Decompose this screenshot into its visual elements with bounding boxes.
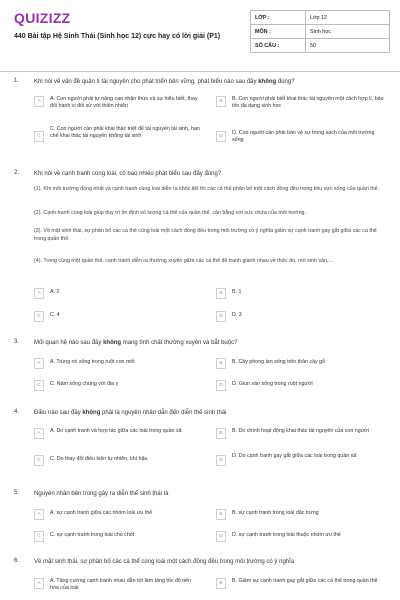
option-b[interactable] (216, 358, 386, 378)
option-letter-box: C (34, 311, 44, 322)
option-a[interactable] (34, 428, 204, 448)
statement-paragraph: (4). Trong cùng một quần thể, cạnh tranh diễn ra thường xuyên giữa các cá thể để tranh giành nhau về thức ăn, nơi sinh sản,... (34, 258, 333, 264)
question-number: 2. (14, 170, 20, 176)
option-letter-box: D (216, 380, 226, 391)
option-b[interactable] (216, 509, 386, 529)
option-text: B. Do chính hoạt động khai thác tài nguyên của con người (232, 428, 369, 434)
option-letter-box: C (34, 380, 44, 391)
option-letter-box: A (34, 358, 44, 369)
option-b[interactable] (216, 288, 381, 308)
option-a[interactable] (34, 288, 199, 308)
option-letter-box: D (216, 455, 226, 466)
option-b[interactable] (216, 428, 386, 448)
option-letter-box: C (34, 531, 44, 542)
option-letter-box: A (34, 428, 44, 439)
option-letter-box: B (216, 358, 226, 369)
question-text: Khi nói về vấn đề quản lí tài nguyên cho phát triển bền vững, phát biểu nào sau đây không đúng? (34, 79, 295, 85)
option-text: B. Cây phong lan sống trên thân cây gỗ (232, 359, 326, 365)
option-letter-box: D (216, 531, 226, 542)
option-text: D. sự cạnh tranh trong loài thuộc nhóm ưu thế (232, 532, 341, 538)
option-c[interactable] (34, 126, 199, 146)
option-letter-box: C (34, 131, 44, 142)
option-text: C. sự cạnh tranh trong loài chủ chốt (50, 532, 135, 538)
option-letter-box: D (216, 311, 226, 322)
option-c[interactable] (34, 531, 204, 551)
option-text: B. Giảm sự cạnh tranh gay gắt giữa các cá thể trong quần thể (232, 578, 378, 584)
question-text: Khi nói về cạnh tranh cùng loài, có bao nhiêu phát biểu sau đây đúng? (34, 171, 222, 177)
option-a[interactable] (34, 578, 204, 598)
option-text: C. Nấm sống chung với địa y (50, 381, 119, 387)
info-key: MÔN : (251, 25, 306, 39)
statement-paragraph: (2). Cạnh tranh cùng loài giúp duy trì ổn định số lượng cá thể của quần thể, cân bằng với sức chứa của môi trường. (34, 210, 306, 216)
header-divider (0, 71, 400, 72)
worksheet-title: 440 Bài tập Hệ Sinh Thái (Sinh học 12) cực hay có lời giải (P1) (14, 33, 221, 40)
option-letter-box: B (216, 288, 226, 299)
option-c[interactable] (34, 453, 204, 473)
option-letter-box: B (216, 428, 226, 439)
option-text: A. Do cạnh tranh và hợp tác giữa các loài trong quần xã (50, 428, 182, 434)
option-d[interactable] (216, 130, 386, 150)
option-text: A. 2 (50, 289, 60, 295)
option-text: C. 4 (50, 312, 60, 318)
option-c[interactable] (34, 380, 204, 400)
statement-paragraph: (1). Khi môi trường đồng nhất và cạnh tranh cùng loài diễn ra khốc liệt thì các cá thể phân bố một cách đồng đều trong khu vực sống của quần thể. (34, 186, 380, 192)
option-letter-box: B (216, 509, 226, 520)
option-text: B. sự cạnh tranh trong loài đặc trưng (232, 510, 319, 516)
worksheet-header (0, 0, 400, 66)
option-text: A. Con người phải tự nâng cao nhận thức và sự hiểu biết, thay đổi hành vi đối xử với thiên nhiên (50, 96, 198, 109)
option-text: C. Con người cần phải khai thác triệt để tài nguyên tái sinh, hạn chế khai thác tài nguyên không tái sinh (50, 126, 200, 139)
question-number: 4. (14, 409, 20, 415)
option-text: D. 3 (232, 312, 242, 318)
option-c[interactable] (34, 311, 199, 331)
option-letter-box: A (34, 96, 44, 107)
option-d[interactable] (216, 453, 386, 473)
option-letter-box: A (34, 288, 44, 299)
statement-paragraph: (3). Về mặt sinh thái, sự phân bố các cá thể cùng loài một cách đồng đều trong môi trường có ý nghĩa giảm sự cạnh tranh gay gắt giữa các cá thể trong quần thể. (34, 228, 377, 242)
option-text: A. sự cạnh tranh giữa các nhóm loài ưu thế (50, 510, 153, 516)
question-text: Về mặt sinh thái, sự phân bố các cá thể cùng loài một cách đồng đều trong môi trường có ý nghĩa (34, 559, 295, 565)
option-b[interactable] (216, 96, 386, 116)
option-a[interactable] (34, 96, 199, 116)
option-b[interactable] (216, 578, 386, 598)
info-table (250, 10, 390, 53)
option-text: A. Tăng cường cạnh tranh nhau dẫn tới làm tăng tốc độ tiến hóa của loài (50, 578, 191, 591)
question-number: 6. (14, 558, 20, 564)
question-number: 5. (14, 490, 20, 496)
option-letter-box: A (34, 578, 44, 589)
question-number: 1. (14, 78, 20, 84)
option-letter-box: C (34, 455, 44, 466)
option-d[interactable] (216, 311, 381, 331)
option-text: C. Do thay đổi điều kiện tự nhiên, khí hậu (50, 456, 148, 462)
option-text: D. Do cạnh tranh gay gắt giữa các loài trong quần xã (232, 453, 357, 459)
info-key: LỚP : (251, 11, 306, 25)
option-text: B. Con người phải biết khai thác tài nguyên một cách hợp lí, bảo tồn đa dạng sinh học (232, 96, 384, 109)
option-text: D. Giun sán sống trong ruột người (232, 381, 313, 387)
option-d[interactable] (216, 380, 386, 400)
question-text: Nguyên nhân bên trong gây ra diễn thế sinh thái là (34, 491, 169, 497)
quizizz-logo: QUIZIZZ (14, 10, 71, 26)
info-row (251, 39, 390, 53)
info-value: Lớp 12 (306, 11, 390, 25)
option-letter-box: D (216, 131, 226, 142)
info-row (251, 11, 390, 25)
option-a[interactable] (34, 509, 204, 529)
info-row (251, 25, 390, 39)
question-number: 3. (14, 339, 20, 345)
option-a[interactable] (34, 358, 204, 378)
option-d[interactable] (216, 531, 386, 551)
option-letter-box: A (34, 509, 44, 520)
info-value: Sinh học (306, 25, 390, 39)
option-text: B. 1 (232, 289, 242, 295)
option-text: A. Trùng roi sống trong ruột con mối (50, 359, 135, 365)
question-text: Mối quan hệ nào sau đây không mang tính chất thường xuyên và bắt buộc? (34, 340, 238, 346)
option-letter-box: B (216, 96, 226, 107)
option-text: D. Con người cần phải bảo vệ sự trong sạch của môi trường sống (232, 130, 375, 143)
question-text: Điều nào sau đây không phải là nguyên nhân dẫn đến diễn thế sinh thái (34, 410, 227, 416)
info-key: SỐ CÂU : (251, 39, 306, 53)
info-value: 50 (306, 39, 390, 53)
option-letter-box: B (216, 578, 226, 589)
